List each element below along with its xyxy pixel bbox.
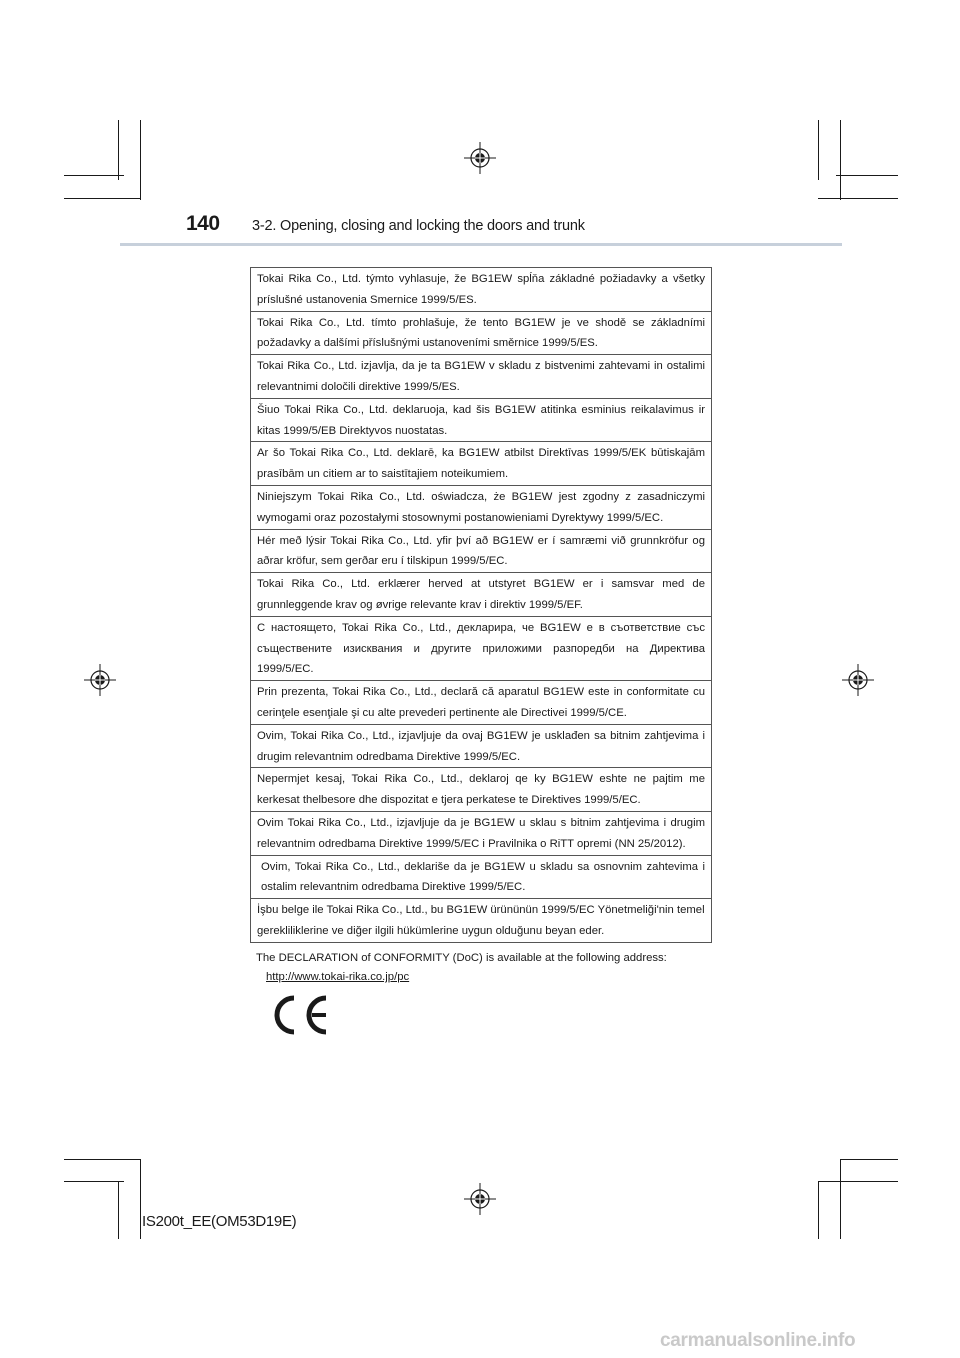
crop-mark [118, 120, 119, 180]
crop-mark [64, 1181, 124, 1182]
crop-mark [840, 120, 841, 200]
declaration-slovenian: Tokai Rika Co., Ltd. izjavlja, da je ta BG1EW v skladu z bistvenimi zahtevami in ostalimi relevantnimi določili direktive 1999/5/ES. [251, 355, 711, 399]
registration-target-icon [842, 664, 874, 696]
crop-mark [840, 1159, 898, 1160]
conformity-link[interactable]: http://www.tokai-rika.co.jp/pc [266, 971, 410, 983]
declaration-slovak: Tokai Rika Co., Ltd. týmto vyhlasuje, že BG1EW spĺňa základné požiadavky a všetky príslušné ustanovenia Smernice 1999/5/ES. [251, 268, 711, 312]
crop-mark [818, 198, 898, 199]
registration-target-icon [84, 664, 116, 696]
declaration-croatian: Ovim Tokai Rika Co., Ltd., izjavljuje da je BG1EW u sklau s bitnim zahtjevima i drugim relevantnim odredbama Direktive 1999/5/EC i Pravilnika o RiTT opremi (NN 25/2012). [251, 812, 711, 856]
conformity-text: The DECLARATION of CONFORMITY (DoC) is available at the following address: [256, 952, 667, 964]
crop-mark [818, 1181, 819, 1239]
declaration-turkish: İşbu belge ile Tokai Rika Co., Ltd., bu BG1EW ürününün 1999/5/EC Yönetmeliği'nin temel gerekliliklerine ve diğer ilgili hükümlerine uygun olduğunu beyan eder. [257, 904, 705, 937]
header-rule [120, 243, 842, 246]
crop-mark [64, 198, 141, 199]
watermark: carmanualsonline.info [660, 1330, 856, 1351]
registration-target-icon [464, 1183, 496, 1215]
crop-mark [840, 1159, 841, 1239]
declaration-norwegian: Tokai Rika Co., Ltd. erklærer herved at utstyret BG1EW er i samsvar med de grunnleggende krav og øvrige relevante krav i direktiv 1999/5/EF. [251, 573, 711, 617]
declaration-latvian: Ar šo Tokai Rika Co., Ltd. deklarē, ka BG1EW atbilst Direktīvas 1999/5/EK būtiskajām prasībām un citiem ar to saistītajiem noteikumiem. [251, 442, 711, 486]
declaration-polish: Niniejszym Tokai Rika Co., Ltd. oświadcza, że BG1EW jest zgodny z zasadniczymi wymogami oraz pozostałymi stosownymi postanowieniami Dyrektywy 1999/5/EC. [251, 486, 711, 530]
crop-mark [818, 120, 819, 180]
declaration-romanian: Prin prezenta, Tokai Rika Co., Ltd., declară că aparatul BG1EW este in conformitate cu cerinţele esenţiale şi cu alte prevederi pertinente ale Directivei 1999/5/CE. [251, 681, 711, 725]
declaration-bosnian: Ovim, Tokai Rika Co., Ltd., izjavljuje da ovaj BG1EW je usklađen sa bitnim zahtjevima i drugim relevantnim odredbama Direktive 1999/5/EC. [251, 725, 711, 769]
page-number: 140 [186, 212, 220, 235]
page-header [186, 212, 585, 244]
declaration-czech: Tokai Rika Co., Ltd. tímto prohlašuje, že tento BG1EW je ve shodě se základními požadavky a dalšími příslušnými ustanoveními směrnice 1999/5/ES. [251, 312, 711, 356]
declaration-icelandic: Hér með lýsir Tokai Rika Co., Ltd. yfir því að BG1EW er í samræmi við grunnkröfur og aðrar kröfur, sem gerðar eru í tilskipun 1999/5/EC. [251, 530, 711, 574]
declaration-serbian: Ovim, Tokai Rika Co., Ltd., deklariše da je BG1EW u skladu sa osnovnim zahtevima i ostalim relevantnim odredbama Direktive 1999/5/EC. [251, 856, 711, 900]
declaration-lithuanian: Šiuo Tokai Rika Co., Ltd. deklaruoja, kad šis BG1EW atitinka esminius reikalavimus ir kitas 1999/5/EB Direktyvos nuostatas. [251, 399, 711, 443]
crop-mark [118, 1181, 119, 1239]
section-title: 3-2. Opening, closing and locking the doors and trunk [252, 218, 585, 234]
model-code: IS200t_EE(OM53D19E) [142, 1213, 297, 1230]
crop-mark [140, 120, 141, 200]
declaration-bulgarian: С настоящето, Tokai Rika Co., Ltd., декларира, че BG1EW е в съответствие със съществените изисквания и другите приложими разпоредби на Директива 1999/5/EC. [251, 617, 711, 681]
crop-mark [64, 175, 124, 176]
crop-mark [140, 1159, 141, 1239]
crop-mark [836, 175, 898, 176]
declaration-albanian: Nepermjet kesaj, Tokai Rika Co., Ltd., deklaroj qe ky BG1EW eshte ne pajtim me kerkesat thelbesore dhe dispozitat e tjera perkatese te Direktives 1999/5/EC. [251, 768, 711, 812]
declarations-table [250, 267, 712, 943]
ce-mark-icon [270, 994, 330, 1036]
registration-target-icon [464, 142, 496, 174]
crop-mark [818, 1181, 898, 1182]
crop-mark [64, 1159, 141, 1160]
